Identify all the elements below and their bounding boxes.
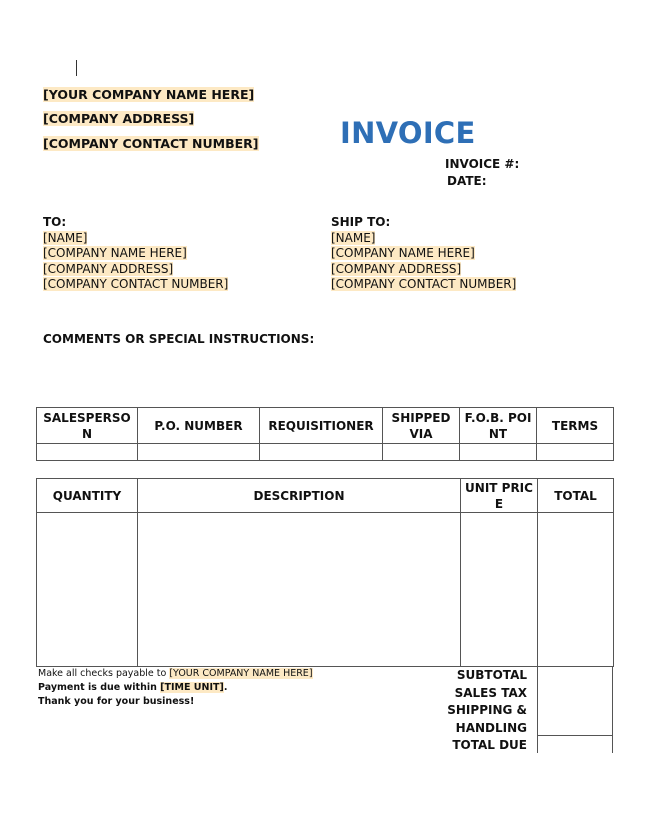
ship-to-address: [COMPANY ADDRESS] bbox=[331, 261, 462, 276]
total-header: TOTAL bbox=[538, 479, 614, 513]
to-company: [COMPANY NAME HERE] bbox=[43, 246, 187, 260]
invoice-title: INVOICE bbox=[340, 116, 476, 150]
total-due-right-border bbox=[612, 736, 613, 753]
company-contact: [COMPANY CONTACT NUMBER] bbox=[43, 136, 259, 151]
salesperson-header: SALESPERSON bbox=[37, 408, 138, 444]
checks-line: Make all checks payable to [YOUR COMPANY NAME HERE] bbox=[38, 668, 313, 679]
unit-price-header: UNIT PRICE bbox=[461, 479, 538, 513]
text-cursor bbox=[76, 60, 77, 76]
quantity-cell[interactable] bbox=[37, 513, 138, 667]
total-due-label: TOTAL DUE bbox=[452, 738, 527, 752]
shipping-label-line2: HANDLING bbox=[455, 720, 527, 735]
invoice-number-label: INVOICE #: bbox=[445, 157, 520, 171]
ship-to-company: [COMPANY NAME HERE] bbox=[331, 246, 475, 260]
fob-point-header: F.O.B. POINT bbox=[460, 408, 537, 444]
requisitioner-cell[interactable] bbox=[260, 444, 383, 461]
totals-labels bbox=[420, 667, 527, 755]
to-address: [COMPANY ADDRESS] bbox=[43, 261, 174, 276]
items-table bbox=[36, 478, 614, 667]
po-number-header: P.O. NUMBER bbox=[138, 408, 260, 444]
payment-line: Payment is due within [TIME UNIT]. bbox=[38, 682, 228, 693]
company-name: [YOUR COMPANY NAME HERE] bbox=[43, 87, 255, 102]
total-cell[interactable] bbox=[538, 513, 614, 667]
po-number-cell[interactable] bbox=[138, 444, 260, 461]
to-label: TO: bbox=[43, 215, 67, 229]
fob-point-cell[interactable] bbox=[460, 444, 537, 461]
checks-company: [YOUR COMPANY NAME HERE] bbox=[169, 668, 313, 679]
to-name: [NAME] bbox=[43, 230, 88, 245]
shipping-label-line1: SHIPPING & bbox=[447, 703, 527, 717]
time-unit: [TIME UNIT] bbox=[160, 682, 224, 693]
shipped-via-cell[interactable] bbox=[383, 444, 460, 461]
ship-to-label: SHIP TO: bbox=[331, 215, 391, 229]
terms-header: TERMS bbox=[537, 408, 614, 444]
ship-to-name: [NAME] bbox=[331, 230, 376, 245]
footer-notes bbox=[38, 667, 313, 709]
order-info-table bbox=[36, 407, 614, 461]
date-label: DATE: bbox=[447, 174, 487, 188]
total-due-left-border bbox=[537, 736, 538, 753]
description-cell[interactable] bbox=[138, 513, 461, 667]
totals-values-box[interactable] bbox=[537, 667, 613, 736]
salesperson-cell[interactable] bbox=[37, 444, 138, 461]
description-header: DESCRIPTION bbox=[138, 479, 461, 513]
to-block bbox=[43, 215, 228, 293]
unit-price-cell[interactable] bbox=[461, 513, 538, 667]
thanks-line: Thank you for your business! bbox=[38, 696, 195, 707]
shipped-via-header: SHIPPED VIA bbox=[383, 408, 460, 444]
comments-label: COMMENTS OR SPECIAL INSTRUCTIONS: bbox=[43, 332, 315, 346]
company-address: [COMPANY ADDRESS] bbox=[43, 111, 195, 126]
ship-to-block bbox=[331, 215, 516, 293]
subtotal-label: SUBTOTAL bbox=[456, 668, 527, 682]
terms-cell[interactable] bbox=[537, 444, 614, 461]
ship-to-contact: [COMPANY CONTACT NUMBER] bbox=[331, 277, 517, 291]
to-contact: [COMPANY CONTACT NUMBER] bbox=[43, 277, 229, 291]
quantity-header: QUANTITY bbox=[37, 479, 138, 513]
sales-tax-label: SALES TAX bbox=[454, 685, 527, 700]
requisitioner-header: REQUISITIONER bbox=[260, 408, 383, 444]
